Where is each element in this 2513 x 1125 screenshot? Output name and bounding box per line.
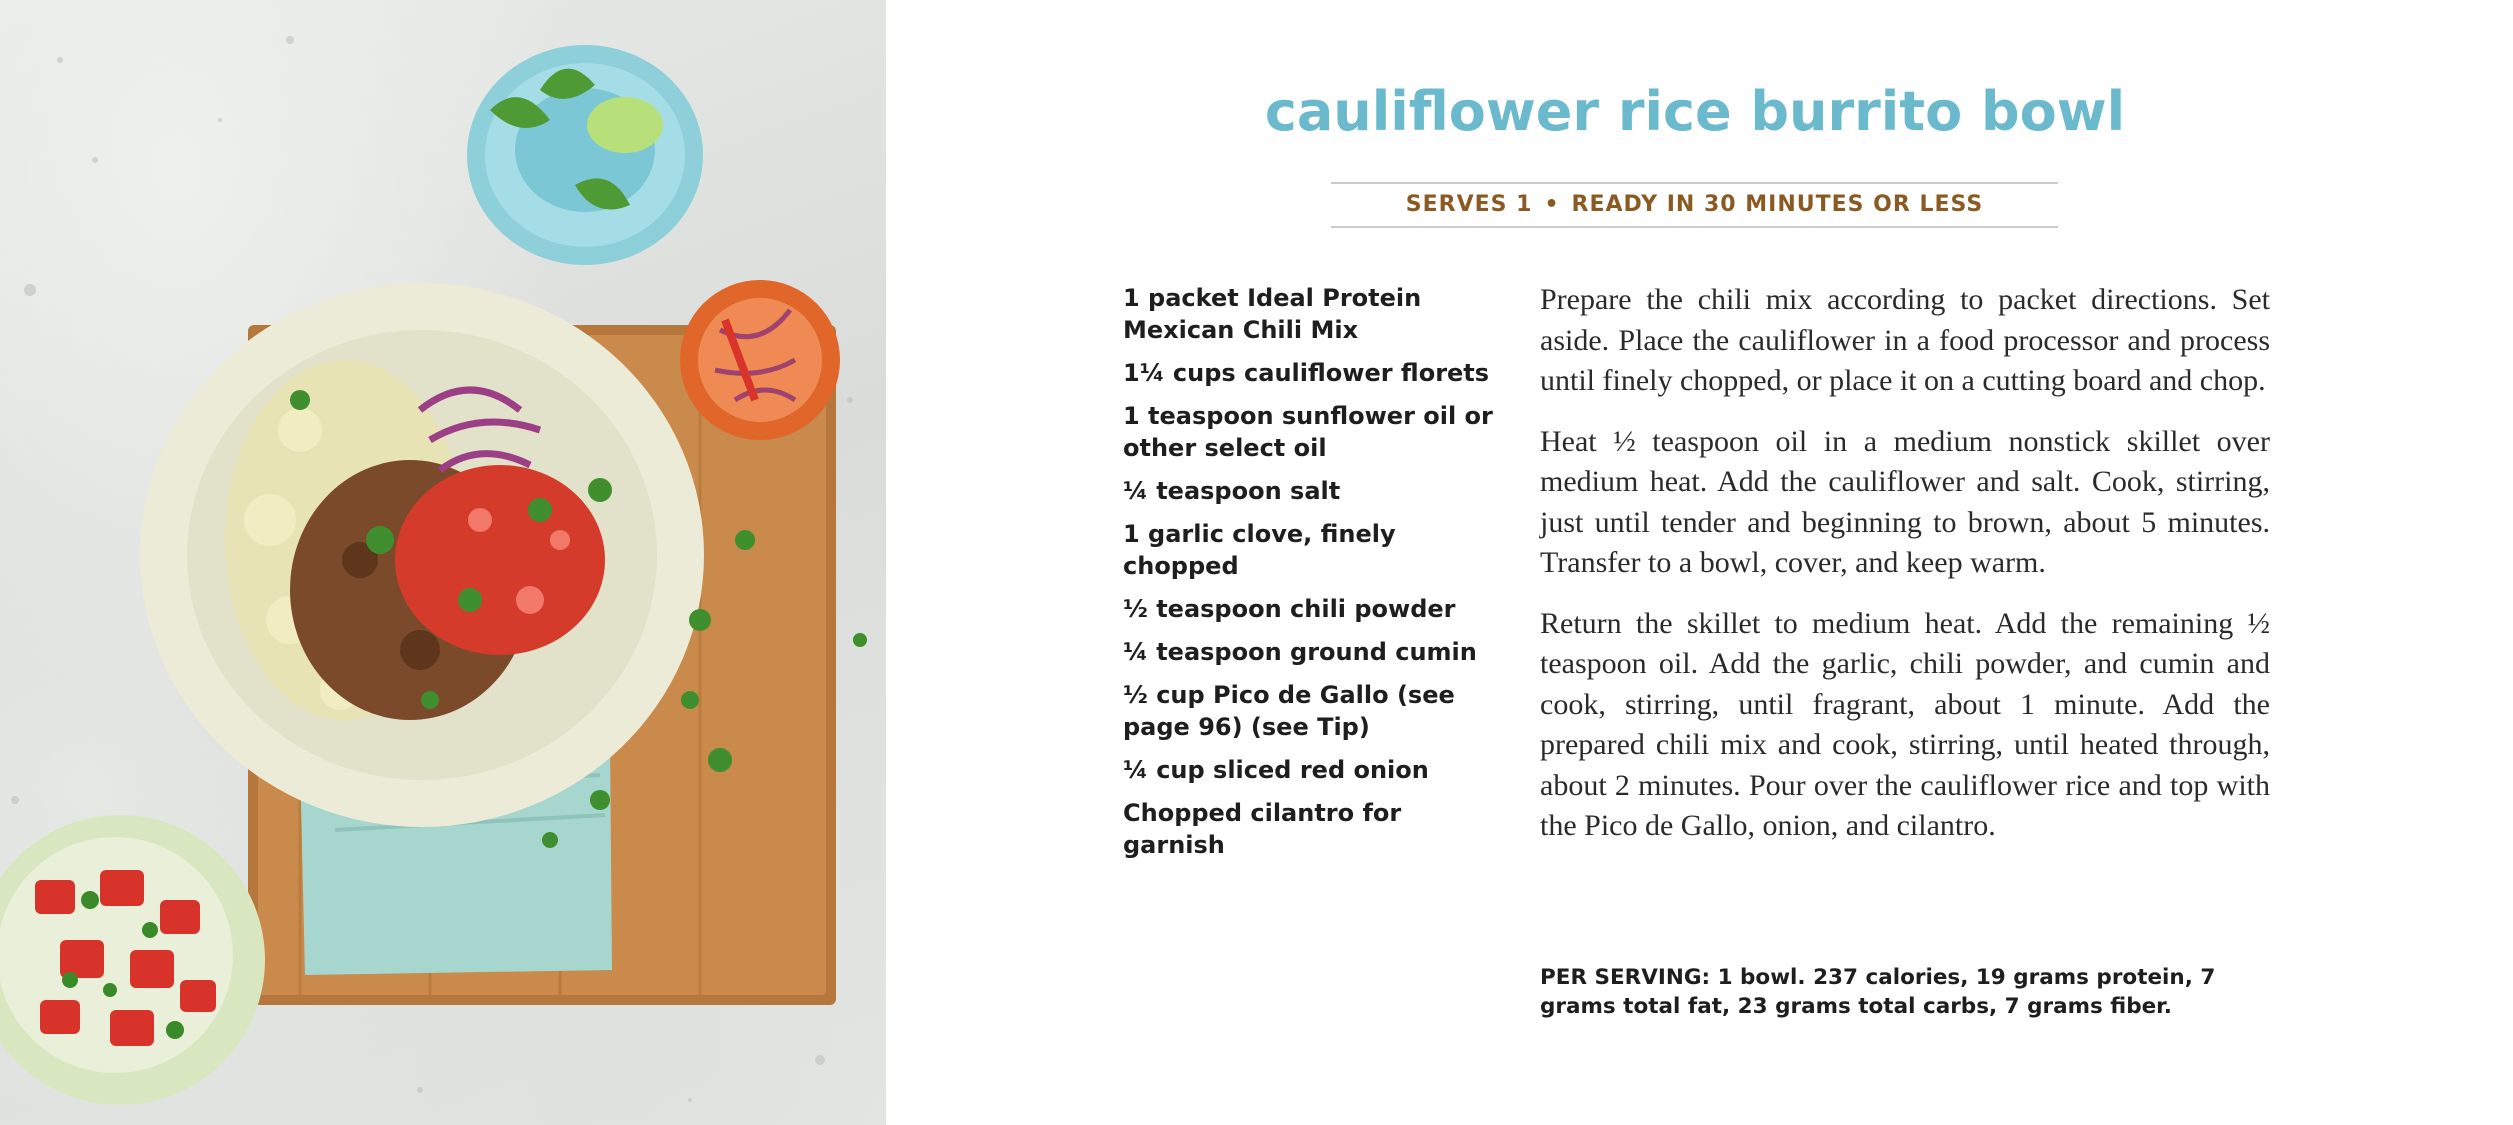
ingredients-list xyxy=(1123,282,1503,872)
ingredient-item: 1 teaspoon sunflower oil or other select oil xyxy=(1123,402,1493,462)
ready-time-text: READY IN 30 MINUTES OR LESS xyxy=(1571,192,1984,217)
meta-separator: • xyxy=(1544,192,1560,217)
ingredient-item: ½ cup Pico de Gallo (see page 96) (see Tip) xyxy=(1123,681,1455,741)
ingredient-item: 1 packet Ideal Protein Mexican Chili Mix xyxy=(1123,284,1422,344)
nutrition-info xyxy=(1540,963,2270,1021)
ingredient-item: ½ teaspoon chili powder xyxy=(1123,595,1456,623)
serves-text: SERVES 1 xyxy=(1405,192,1533,217)
directions xyxy=(1540,280,2270,867)
ingredient-item: Chopped cilantro for garnish xyxy=(1123,799,1402,859)
ingredient-item: ¼ teaspoon ground cumin xyxy=(1123,638,1477,666)
direction-step: Prepare the chili mix according to packet directions. Set aside. Place the cauliflower in a food processor and process until finely chopped, or place it on a cutting board and chop. xyxy=(1540,283,2270,397)
ingredient-item: 1¼ cups cauliflower florets xyxy=(1123,359,1490,387)
divider-bottom xyxy=(1331,226,2058,228)
direction-step: Heat ½ teaspoon oil in a medium nonstick skillet over medium heat. Add the cauliflower and salt. Cook, stirring, just until tender and beginning to brown, about 5 minutes. Transfer to a bowl, cover, and keep warm. xyxy=(1540,424,2270,579)
ingredient-item: 1 garlic clove, finely chopped xyxy=(1123,520,1396,580)
nutrition-text: 1 bowl. 237 calories, 19 grams protein, 7 grams total fat, 23 grams total carbs, 7 grams fiber. xyxy=(1540,965,2216,1019)
burrito-bowl-illustration xyxy=(0,0,886,1125)
divider-top xyxy=(1331,182,2058,184)
recipe-photo xyxy=(0,0,886,1125)
recipe-title: cauliflower rice burrito bowl xyxy=(1264,80,2126,143)
nutrition-label: PER SERVING: xyxy=(1540,965,1711,990)
ingredient-item: ¼ teaspoon salt xyxy=(1123,477,1341,505)
direction-step: Return the skillet to medium heat. Add the remaining ½ teaspoon oil. Add the garlic, chili powder, and cumin and cook, stirring, until fragrant, about 1 minute. Add the prepared chili mix and cook, stirring, until heated through, about 2 minutes. Pour over the cauliflower rice and top with the Pico de Gallo, onion, and cilantro. xyxy=(1540,606,2270,842)
ingredient-item: ¼ cup sliced red onion xyxy=(1123,756,1429,784)
recipe-meta xyxy=(1331,192,2058,217)
